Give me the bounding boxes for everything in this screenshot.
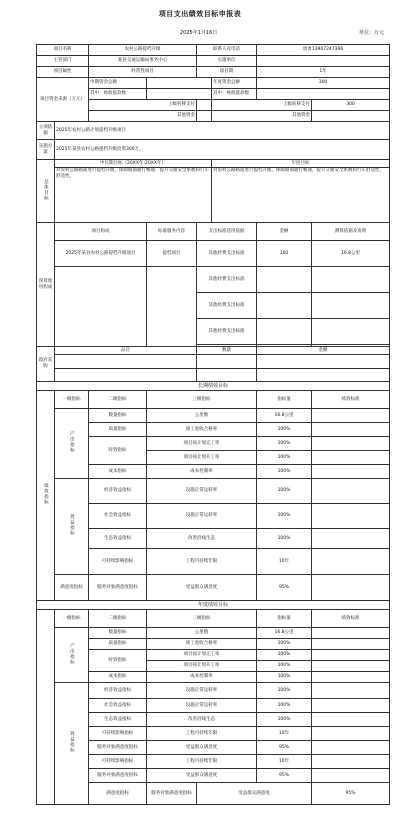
long-l2: 经济效益指标 xyxy=(89,479,147,504)
year-value: 100% xyxy=(257,713,312,727)
long-value: 100% xyxy=(257,437,312,451)
year-l3: 设施正常运转率 xyxy=(147,683,257,699)
year-value: 100% xyxy=(257,699,312,713)
long-value: 10年 xyxy=(257,549,312,575)
long-l3: 公里数 xyxy=(147,409,257,423)
mid-funds-value xyxy=(147,78,212,89)
detail-header-3: 支出标准适用依据 xyxy=(197,223,257,241)
year-l2: 可持续影响指标 xyxy=(89,755,147,769)
year-value: 95% xyxy=(257,741,312,755)
contact-value: 唐勇13907247396 xyxy=(257,45,390,56)
year-value: 100% xyxy=(257,650,312,661)
detail-other-1: 其他经费支出标准 xyxy=(197,267,257,293)
year-l3: 受益群众满意度 xyxy=(147,769,257,783)
year-l2: 服务对象满意度指标 xyxy=(89,741,147,755)
year-l3: 受益群众满意度 xyxy=(147,741,257,755)
impl-value xyxy=(257,56,390,67)
mid-funds-label: 中期资金总额 xyxy=(89,78,147,89)
upper-value xyxy=(197,100,212,111)
long-perf-section: 长期绩效目标 xyxy=(37,382,390,391)
period-label: 项目期 xyxy=(197,67,257,78)
long-effect-label: 效益指标 xyxy=(55,479,89,575)
year-l2: 成本指标 xyxy=(89,672,147,683)
year-goal-text: 对农村公路路面进行提档升级，保障路面通行畅通，提升交通安全系数和行车舒适性。 xyxy=(212,168,390,223)
detail-row-4: 300 xyxy=(257,241,312,267)
year-l3: 项目按计划完工率 xyxy=(147,650,257,661)
year-value: 95% xyxy=(257,769,312,783)
long-goal-text: 对农村公路路面进行提档升级，保障路面通行畅通，提升交通安全系数和行车舒适性。 xyxy=(55,168,212,223)
impl-label: 实施单位 xyxy=(197,56,257,67)
long-output-label: 产出指标 xyxy=(55,409,89,479)
long-l2: 生态效益指标 xyxy=(89,529,147,549)
upper-label: 上级转移支付 xyxy=(89,100,197,111)
dept-label: 主管部门 xyxy=(37,56,89,67)
year-l2: 服务对象满意度指标 xyxy=(147,783,197,805)
dept-value: 某县交通运输局事务中心 xyxy=(89,56,197,67)
long-value: 100% xyxy=(257,529,312,549)
year-value: 100% xyxy=(257,672,312,683)
basis-label: 立项依据 xyxy=(37,122,55,140)
long-l3: 项目按计划完工率 xyxy=(147,437,257,451)
long-l3-header: 三级指标 xyxy=(147,391,257,409)
year-l2: 生态效益指标 xyxy=(89,713,147,727)
report-date: 2025年1月16日 xyxy=(180,30,218,36)
long-l2: 社会效益指标 xyxy=(89,504,147,529)
long-value: 95% xyxy=(257,575,312,601)
detail-row-2: 提档项目 xyxy=(147,241,197,267)
year-funds-value: 300 xyxy=(257,78,390,89)
plan-text: 2025年某县农村公路提档升级投资300万。 xyxy=(55,140,390,160)
long-l3: 项目按计划开工率 xyxy=(147,451,257,465)
project-name-label: 项目名称 xyxy=(37,45,89,56)
other-value xyxy=(197,111,212,122)
long-l1-header: 一级指标 xyxy=(55,391,89,409)
long-value: 100% xyxy=(257,451,312,465)
long-perf-label: 绩效指标 xyxy=(37,391,55,601)
fiscal-value xyxy=(147,89,212,100)
long-l3: 受益群众满意度 xyxy=(147,575,257,601)
detail-header-5: 测算依据及说明 xyxy=(312,223,390,241)
year-perf-section: 年度绩效目标 xyxy=(37,601,390,610)
year-l2: 时效指标 xyxy=(89,650,147,672)
year-l1-header: 一级指标 xyxy=(55,610,89,628)
other2-value xyxy=(312,111,390,122)
long-l3: 设施正常运转率 xyxy=(147,479,257,504)
detail-other-2: 其他经费支出标准 xyxy=(197,293,257,319)
year-l3: 受益群众满意度 xyxy=(197,783,312,805)
funds-label: 项目资金来源（万元） xyxy=(37,78,89,122)
long-satisfaction-label: 满意度指标 xyxy=(55,575,89,601)
gov-header-qty: 数量 xyxy=(197,347,257,355)
year-value: 100% xyxy=(257,661,312,672)
long-value: 100% xyxy=(257,465,312,479)
long-l3: 工程可持续年限 xyxy=(147,549,257,575)
declaration-table xyxy=(36,44,390,805)
long-value: 16.8公里 xyxy=(257,409,312,423)
year-l3: 工程可持续年限 xyxy=(147,755,257,769)
budget-label: 预算使用构成 xyxy=(37,223,55,347)
long-l2: 数量指标 xyxy=(89,409,147,423)
year-l2: 质量指标 xyxy=(89,639,147,650)
long-value: 100% xyxy=(257,423,312,437)
other2-label: 其他资金 xyxy=(212,111,312,122)
detail-row-1: 2025年某县农村公路提档升级项目 xyxy=(55,241,147,267)
page-title: 项目支出绩效目标申报表 xyxy=(158,10,242,18)
year-l3: 设施正常运转率 xyxy=(147,699,257,713)
fiscal2-label: 其中：财政拨款数 xyxy=(212,89,257,100)
year-l3-header: 三级指标 xyxy=(147,610,257,628)
attr-label: 项目属性 xyxy=(37,67,89,78)
gov-header-item: 品目 xyxy=(55,347,197,355)
year-output-label: 产出指标 xyxy=(55,628,89,683)
long-l3: 成本控制率 xyxy=(147,465,257,479)
long-l2: 时效指标 xyxy=(89,437,147,465)
basis-text: 2025年农村公路计划提档升级项目 xyxy=(55,122,390,140)
detail-header-4: 金额 xyxy=(257,223,312,241)
long-value-header: 指标值 xyxy=(257,391,312,409)
long-l2: 质量指标 xyxy=(89,423,147,437)
fiscal-label: 其中：财政拨款数 xyxy=(89,89,147,100)
long-l2: 服务对象满意度指标 xyxy=(89,575,147,601)
year-l3: 公里数 xyxy=(147,628,257,639)
other-label: 其他资金 xyxy=(89,111,197,122)
unit-label: 单位：万元 xyxy=(358,30,384,36)
upper2-label: 上级转移支付 xyxy=(212,100,312,111)
long-l3: 竣工验收合格率 xyxy=(147,423,257,437)
year-value: 100% xyxy=(257,639,312,650)
attr-value: 经常性项目 xyxy=(89,67,197,78)
year-satisfaction-label: 满意度指标 xyxy=(89,783,147,805)
year-l2-header: 二级指标 xyxy=(89,610,147,628)
upper2-value: 300 xyxy=(312,100,390,111)
long-value: 100% xyxy=(257,504,312,529)
year-value-header: 指标值 xyxy=(257,610,312,628)
plan-label: 实施方案 xyxy=(37,140,55,160)
year-l3: 工程可持续年限 xyxy=(147,727,257,741)
year-remark-header: 绩效标准 xyxy=(312,610,390,628)
long-l2: 成本指标 xyxy=(89,465,147,479)
long-goal-label: 中长期目标（20XX年-20XX年） xyxy=(55,160,212,168)
long-l2: 可持续影响指标 xyxy=(89,549,147,575)
year-l2: 服务对象满意度指标 xyxy=(89,769,147,783)
detail-header-2: 标准服务内容 xyxy=(147,223,197,241)
year-effect-label: 效益指标 xyxy=(55,683,89,805)
period-value: 1年 xyxy=(257,67,390,78)
year-value: 10年 xyxy=(257,727,312,741)
year-value: 10年 xyxy=(257,755,312,769)
long-perf-table xyxy=(37,391,390,601)
year-perf-table xyxy=(37,610,390,805)
year-goal-label: 年度目标 xyxy=(212,160,390,168)
long-value: 100% xyxy=(257,479,312,504)
year-funds-label: 年度资金总额 xyxy=(212,78,257,89)
long-l3: 改善沿线生态 xyxy=(147,529,257,549)
fiscal2-value xyxy=(257,89,390,100)
long-l2-header: 二级指标 xyxy=(89,391,147,409)
year-l2: 可持续影响指标 xyxy=(89,727,147,741)
year-l2: 经济效益指标 xyxy=(89,683,147,699)
year-l2: 社会效益指标 xyxy=(89,699,147,713)
year-l3: 成本控制率 xyxy=(147,672,257,683)
overall-label: 总体目标 xyxy=(37,160,55,223)
detail-row-5: 16.8公里 xyxy=(312,241,390,267)
long-l3: 设施正常运转率 xyxy=(147,504,257,529)
detail-header-1: 项目构成 xyxy=(55,223,147,241)
gov-header-amount: 金额 xyxy=(257,347,390,355)
gov-label: 政府采购 xyxy=(37,347,55,382)
year-l3: 项目按计划开工率 xyxy=(147,661,257,672)
year-l3: 竣工验收合格率 xyxy=(147,639,257,650)
detail-row-3: 其他经费支出标准 xyxy=(197,241,257,267)
detail-other-3: 其他经费支出标准 xyxy=(197,319,257,345)
year-value: 16.8公里 xyxy=(257,628,312,639)
year-l3: 改善沿线生态 xyxy=(147,713,257,727)
contact-label: 联系人及电话 xyxy=(197,45,257,56)
project-name-value: 农村公路提档升级 xyxy=(89,45,197,56)
year-l2: 数量指标 xyxy=(89,628,147,639)
long-remark-header: 绩效标准 xyxy=(312,391,390,409)
year-value: 100% xyxy=(257,683,312,699)
year-value: 95% xyxy=(312,783,390,805)
